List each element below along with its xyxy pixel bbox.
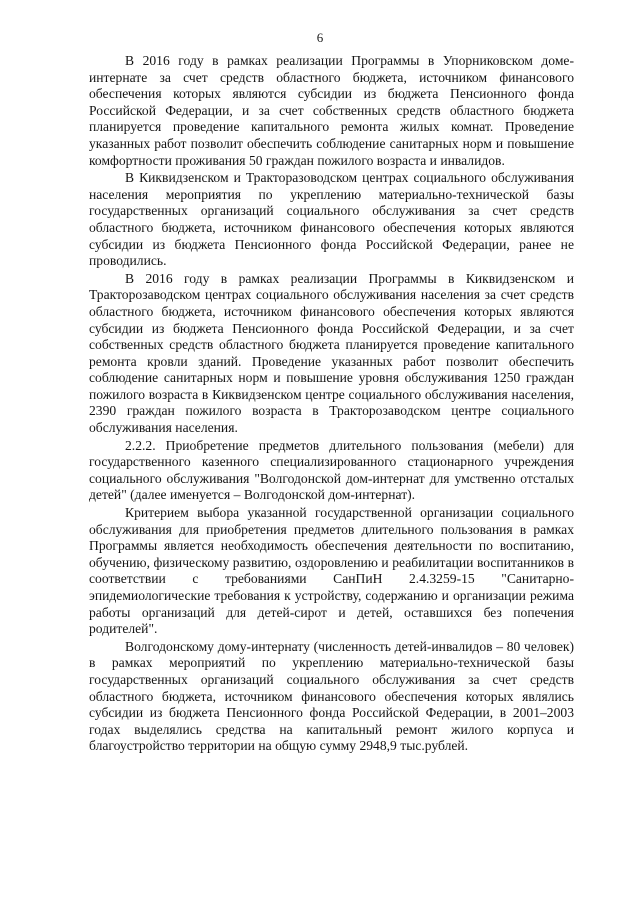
paragraph-kikvidzensky-traktorozavodsky-prior: В Киквидзенском и Тракторазоводском центрах социального обслуживания населения мероприятия по укреплению материально-технической базы государственных организаций социального обслуживания за счет средств областного бюджета, источником финансового обеспечения которых являются субсидии из бюджета Пенсионного фонда Российской Федерации, ранее не проводились.	[89, 170, 574, 269]
paragraph-selection-criteria: Критерием выбора указанной государственной организации социального обслуживания для приобретения предметов длительного пользования в рамках Программы является необходимость обеспечения деятельности по воспитанию, обучению, физическому развитию, оздоровлению и реабилитации воспитанников в соответствии с требованиями СанПиН 2.4.3259-15 "Санитарно-эпидемиологические требования к устройству, содержанию и организации режима работы организаций для детей-сирот и детей, оставшихся без попечения родителей".	[89, 505, 574, 637]
page-number: 6	[316, 30, 324, 45]
paragraph-upornikovsky: В 2016 году в рамках реализации Программы в Упорниковском доме-интернате за счет средств областного бюджета, источником финансового обеспечения которых являются субсидии из бюджета Пенсионного фонда Российской Федерации, и за счет собственных средств областного бюджета планируется проведение капитального ремонта жилых комнат. Проведение указанных работ позволит обеспечить соблюдение санитарных норм и повышение комфортности проживания 50 граждан пожилого возраста и инвалидов.	[89, 53, 574, 168]
paragraph-roof-repair-2016: В 2016 году в рамках реализации Программы в Киквидзенском и Тракторозаводском центрах социального обслуживания населения за счет средств областного бюджета, источником финансового обеспечения которых являются субсидии из бюджета Пенсионного фонда Российской Федерации, и за счет собственных средств областного бюджета планируется проведение капитального ремонта кровли зданий. Проведение указанных работ позволит обеспечить соблюдение санитарных норм и повышение уровня обслуживания 1250 граждан пожилого возраста в Киквидзенском центре социального обслуживания населения, 2390 граждан пожилого возраста в Тракторозаводском центре социального обслуживания населения.	[89, 270, 574, 436]
paragraph-volgodonsk-history: Волгодонскому дому-интернату (численность детей-инвалидов – 80 человек) в рамках мероприятий по укреплению материально-технической базы государственных организаций социального обслуживания за счет средств областного бюджета, источником финансового обеспечения которых являлись субсидии из бюджета Пенсионного фонда Российской Федерации, в 2001–2003 годах выделялись средства на капитальный ремонт жилого корпуса и благоустройство территории на общую сумму 2948,9 тыс.рублей.	[89, 638, 574, 754]
document-body	[89, 53, 574, 755]
paragraph-section-2-2-2: 2.2.2. Приобретение предметов длительного пользования (мебели) для государственного казенного специализированного стационарного учреждения социального обслуживания "Волгодонской дом-интернат для умственно отсталых детей" (далее именуется – Волгодонской дом-интернат).	[89, 437, 574, 503]
